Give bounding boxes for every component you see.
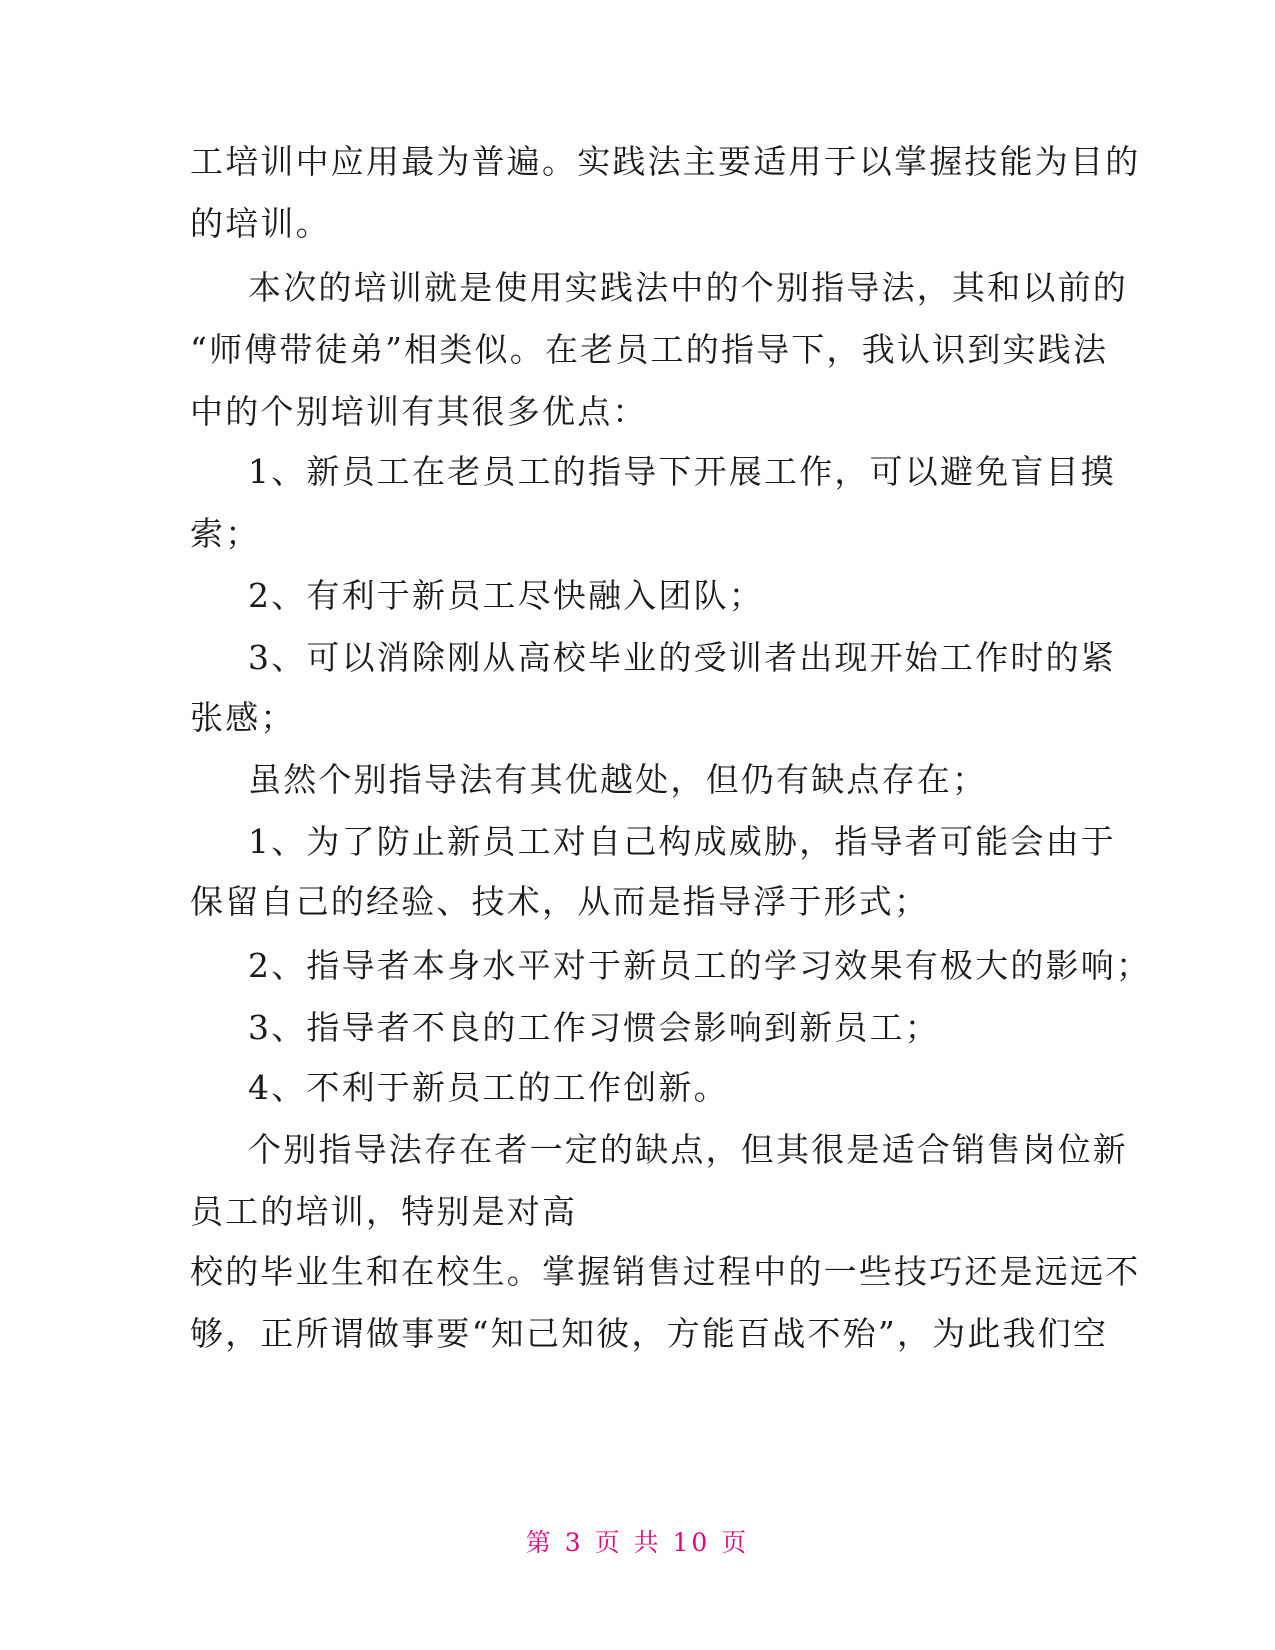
text-line: 4、不利于新员工的工作创新。 [248,1068,729,1107]
text-line: 工培训中应用最为普遍。实践法主要适用于以掌握技能为目的 [190,142,1141,181]
text-line: 3、可以消除刚从高校毕业的受训者出现开始工作时的紧 [248,638,1116,677]
text-line: 员工的培训，特别是对高 [190,1192,578,1231]
text-line: 虽然个别指导法有其优越处，但仍有缺点存在； [248,760,988,799]
text-line: 2、有利于新员工尽快融入团队； [248,576,764,615]
text-line: 2、指导者本身水平对于新员工的学习效果有极大的影响； [248,946,1152,985]
text-line: 索； [190,514,261,553]
text-line: 1、为了防止新员工对自己构成威胁，指导者可能会由于 [248,822,1116,861]
text-line: 3、指导者不良的工作习惯会影响到新员工； [248,1008,940,1047]
text-line: 个别指导法存在者一定的缺点，但其很是适合销售岗位新 [248,1130,1128,1169]
page-number-footer: 第 3 页 共 10 页 [525,1528,750,1557]
text-line: 中的个别培训有其很多优点： [190,392,648,431]
text-line: 本次的培训就是使用实践法中的个别指导法，其和以前的 [248,268,1128,307]
text-line: 保留自己的经验、技术，从而是指导浮于形式； [190,882,930,921]
text-line: 校的毕业生和在校生。掌握销售过程中的一些技巧还是远远不 [190,1252,1141,1291]
text-line: 够，正所谓做事要“知己知彼，方能百战不殆”，为此我们空 [190,1314,1109,1353]
text-line: 张感； [190,698,296,737]
text-line: 1、新员工在老员工的指导下开展工作，可以避免盲目摸 [248,452,1116,491]
text-line: 的培训。 [190,204,331,243]
text-line: “师傅带徒弟”相类似。在老员工的指导下，我认识到实践法 [190,330,1109,369]
